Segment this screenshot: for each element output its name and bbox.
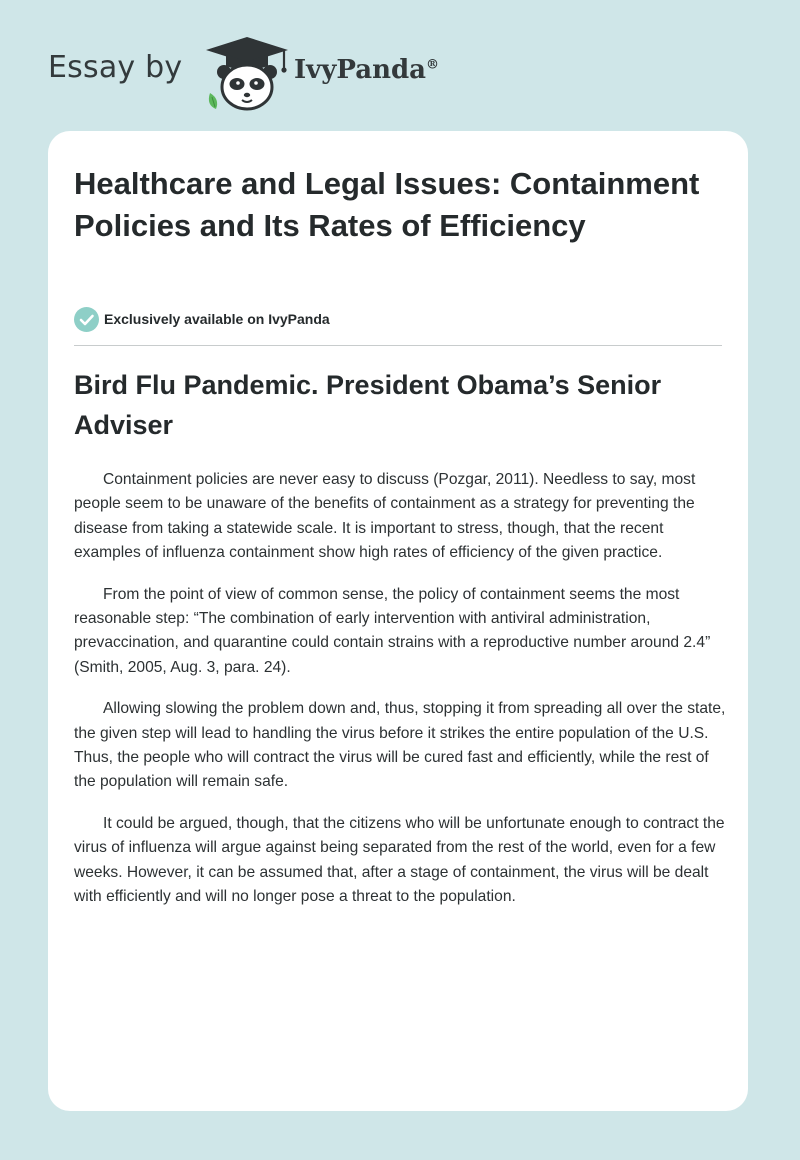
panda-logo-icon[interactable]	[204, 35, 290, 113]
essay-body	[74, 468, 726, 927]
badge-text: Exclusively available on IvyPanda	[104, 311, 330, 327]
essay-card	[48, 131, 748, 1111]
exclusive-badge	[74, 306, 330, 332]
brand-name[interactable]: IvyPanda®	[294, 55, 440, 85]
divider	[74, 345, 722, 346]
paragraph: Allowing slowing the problem down and, thus, stopping it from spreading all over the state, the given step will lead to handling the virus before it strikes the entire population of the U.S. Thus, the people who will contract the virus will be cured fast and efficiently, while the rest of the population will remain safe.	[74, 700, 726, 791]
essay-by-label: Essay by	[48, 50, 183, 85]
document-title: Healthcare and Legal Issues: Containment Policies and Its Rates of Efficiency	[74, 166, 700, 243]
check-circle-icon	[74, 307, 99, 332]
section-title: Bird Flu Pandemic. President Obama’s Senior Adviser	[74, 370, 662, 440]
paragraph: It could be argued, though, that the citizens who will be unfortunate enough to contract the virus of influenza will argue against being separated from the rest of the world, even for a few weeks. However, it can be assumed that, after a stage of containment, the virus will be dealt with efficiently and will no longer pose a threat to the population.	[74, 814, 725, 906]
paragraph: From the point of view of common sense, the policy of containment seems the most reasonable step: “The combination of early intervention with antiviral administration, prevaccination, and quarantine could contain strains with a reproductive number around 2.4” (Smith, 2005, Aug. 3, para. 24).	[74, 585, 711, 676]
paragraph: Containment policies are never easy to discuss (Pozgar, 2011). Needless to say, most people seem to be unaware of the benefits of containment as a strategy for preventing the disease from taking a statewide scale. It is important to stress, though, that the recent examples of influenza containment show high rates of efficiency of the given practice.	[74, 471, 696, 562]
site-header	[48, 30, 548, 114]
